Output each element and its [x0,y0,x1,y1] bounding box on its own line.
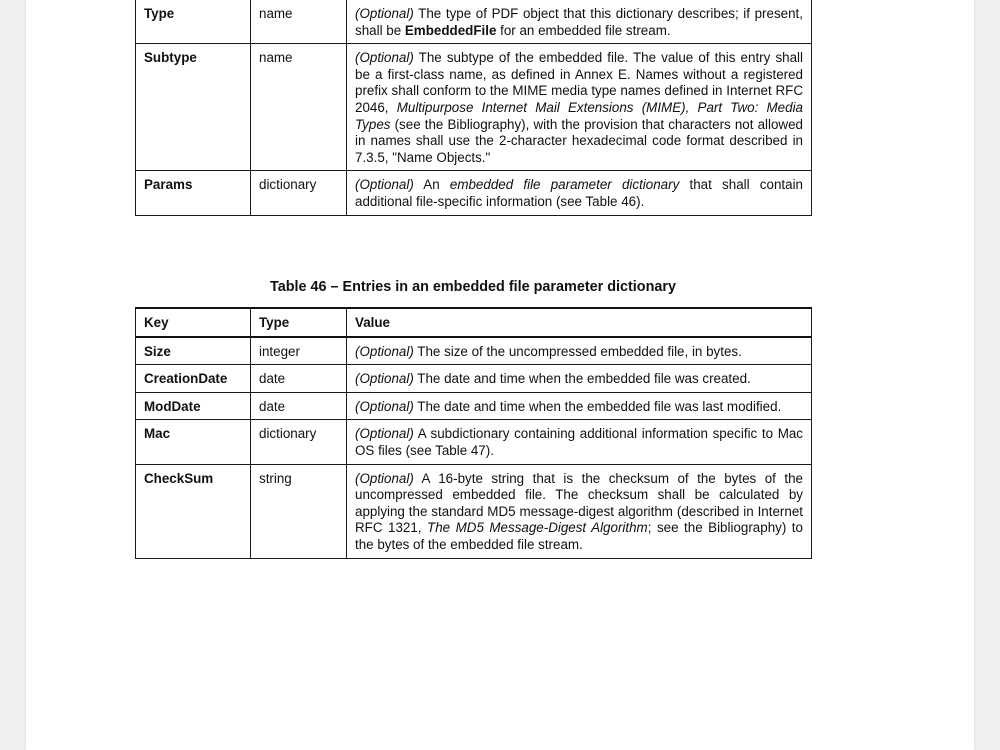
optional-label: (Optional) [355,177,414,193]
entry-description [347,365,812,393]
optional-label: (Optional) [355,371,414,387]
entry-type: name [251,44,347,171]
entry-type: dictionary [251,171,347,215]
description-term: embedded file parameter dictionary [449,177,680,193]
table-caption: Table 46 – Entries in an embedded file parameter dictionary [269,279,676,295]
entry-key: CheckSum [136,464,251,558]
description-text: The date and time when the embedded file was last modified. [413,398,782,414]
table-row [136,0,812,44]
entry-description [347,0,812,44]
column-header-key: Key [136,308,251,337]
entry-key: Subtype [136,44,251,171]
entry-key: ModDate [136,392,251,420]
entry-key: CreationDate [136,365,251,393]
table-row [136,337,812,365]
entry-type: string [251,464,347,558]
description-text: The subtype of the embedded file. The value of this entry shall be a first-class name, as defined in Annex E. Names without a registered prefix shall conform to the MIME media type names defined in Internet RFC 2046, [355,50,803,115]
entry-key: Params [136,171,251,215]
entry-key: Mac [136,420,251,464]
description-text: (see the Bibliography), with the provision that characters not allowed in names shall use the 2-character hexadecimal code format described in 7.3.5, "Name Objects." [355,116,803,165]
column-header-type: Type [251,308,347,337]
entry-description [347,44,812,171]
entry-type: date [251,392,347,420]
description-text: An [413,177,450,193]
table-header-row [136,308,812,337]
embedded-file-parameter-table [135,307,812,559]
document-page [26,0,974,750]
description-keyword: EmbeddedFile [404,22,497,38]
entry-description [347,171,812,215]
description-text: ; see the Bibliography) to the bytes of the embedded file stream. [355,520,803,552]
entry-key: Type [136,0,251,44]
entry-type: dictionary [251,420,347,464]
table-row [136,464,812,558]
optional-label: (Optional) [355,6,414,21]
optional-label: (Optional) [355,426,414,442]
entry-type: date [251,365,347,393]
description-citation: Multipurpose Internet Mail Extensions (MIME), Part Two: Media Types [355,99,803,132]
table-row [136,392,812,420]
description-text: A subdictionary containing additional information specific to Mac OS files (see Table 47). [355,426,803,458]
embedded-file-stream-table [135,0,812,216]
table-row [136,44,812,171]
optional-label: (Optional) [355,470,414,486]
description-text: The date and time when the embedded file was created. [413,371,751,387]
optional-label: (Optional) [355,50,414,66]
table-row [136,420,812,464]
table-row [136,171,812,215]
column-header-value: Value [347,308,812,337]
description-text: A 16-byte string that is the checksum of the bytes of the uncompressed embedded file. The checksum shall be calculated by applying the standard MD5 message-digest algorithm (described in Internet RFC 1321, [355,470,803,536]
optional-label: (Optional) [355,343,414,359]
entry-type: integer [251,337,347,365]
entry-description [347,392,812,420]
description-text: that shall contain additional file-specific information (see Table 46). [355,177,803,209]
entry-type: name [251,0,347,44]
description-citation: The MD5 Message-Digest Algorithm [427,520,648,536]
entry-description [347,420,812,464]
entry-description [347,337,812,365]
description-text: The size of the uncompressed embedded file, in bytes. [413,343,742,359]
table-row [136,365,812,393]
entry-description [347,464,812,558]
description-text: The type of PDF object that this dictionary describes; if present, shall be [355,6,803,38]
description-text: for an embedded file stream. [496,22,671,38]
entry-key: Size [136,337,251,365]
optional-label: (Optional) [355,398,414,414]
